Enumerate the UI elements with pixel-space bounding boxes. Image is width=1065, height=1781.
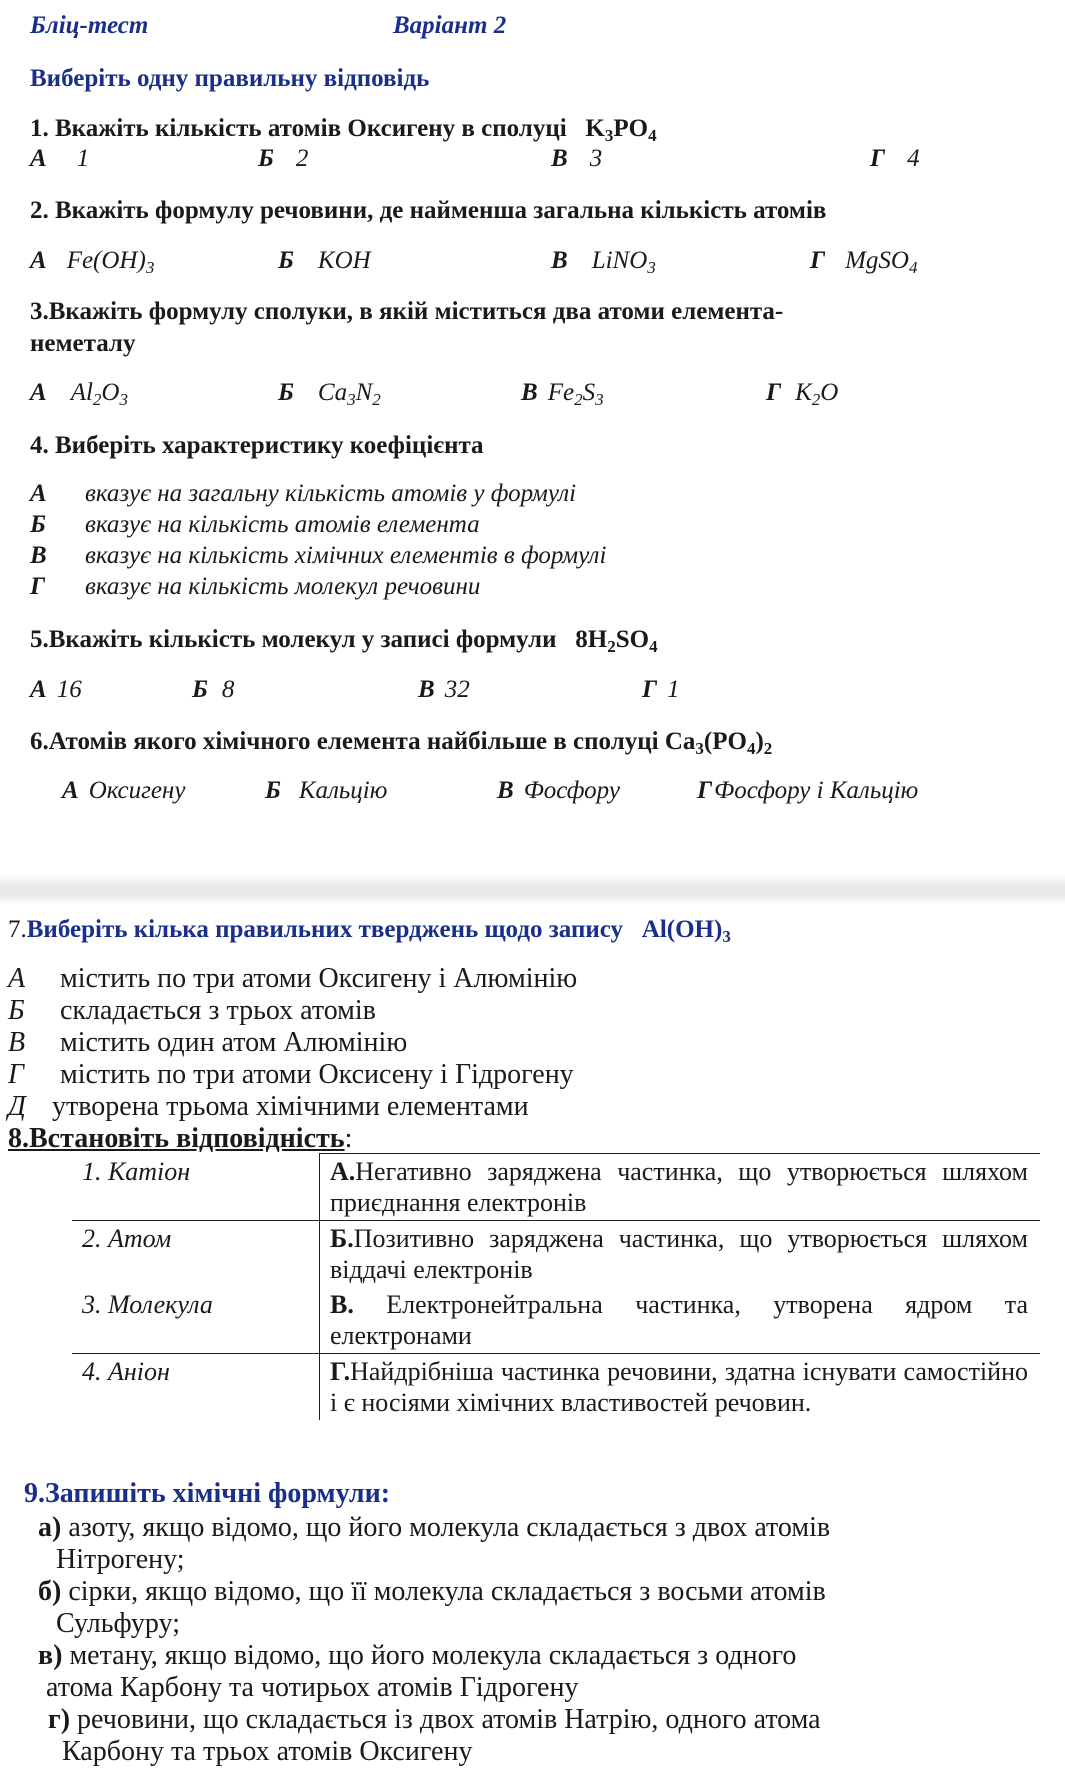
q1-option-b: Б 2 bbox=[258, 145, 309, 172]
q8-title: 8.Встановіть відповідність: bbox=[8, 1123, 353, 1154]
q9-item-a: а) азоту, якщо відомо, що його молекула складається з двох атомів bbox=[38, 1512, 831, 1543]
q1-option-a: А 1 bbox=[30, 145, 90, 172]
q3-text-line1: 3.Вкажіть формулу сполуки, в якій міститься два атоми елемента- bbox=[30, 298, 784, 325]
q3-text-line2: неметалу bbox=[30, 330, 136, 357]
q9-item-b-cont: Сульфуру; bbox=[56, 1608, 180, 1639]
q3-option-d: Г $K_2O$ bbox=[766, 379, 839, 409]
q3-option-c: В $Fe_2S_3$ bbox=[521, 379, 604, 409]
match-right-d: Г.Найдрібніша частинка речовини, здатна існувати самостійно і є носіями хімічних властивостей речовин. bbox=[320, 1354, 1041, 1421]
q9-item-a-cont: Нітрогену; bbox=[56, 1544, 185, 1575]
q7-option-a: А містить по три атоми Оксигену і Алюмінію bbox=[8, 963, 578, 994]
q4-option-c: В вказує на кількість хімічних елементів в формулі bbox=[30, 542, 607, 569]
q3-option-a: А $Al_2O_3$ bbox=[30, 379, 128, 409]
q2-option-d: Г MgSO$_4$ bbox=[810, 247, 918, 277]
match-left-3: 3. Молекула bbox=[82, 1290, 213, 1319]
q6-option-a: А Оксигену bbox=[62, 777, 186, 804]
q5-option-b: Б 8 bbox=[192, 676, 235, 703]
q6-text: 6.Атомів якого хімічного елемента найбільше в сполуці $Ca_3(PO_4)_2$ bbox=[30, 728, 773, 758]
q1-formula: $K_3PO_4$ bbox=[585, 115, 657, 145]
q4-option-a: А вказує на загальну кількість атомів у формулі bbox=[30, 480, 577, 507]
q6-option-d: ГФосфору і Кальцію bbox=[697, 777, 919, 804]
header-right: Варіант 2 bbox=[393, 12, 507, 39]
q2-option-c: В LiNO$_3$ bbox=[551, 247, 656, 277]
q3-option-b: Б $Ca_3N_2$ bbox=[278, 379, 381, 409]
q4-option-b: Б вказує на кількість атомів елемента bbox=[30, 511, 480, 538]
q1-option-c: В 3 bbox=[551, 145, 603, 172]
q7-text: 7.Виберіть кілька правильних тверджень щодо запису $Al(OH)_3$ bbox=[8, 916, 731, 946]
q9-title: 9.Запишіть хімічні формули: bbox=[24, 1478, 391, 1509]
q5-option-c: В 32 bbox=[418, 676, 470, 703]
q1-option-d: Г 4 bbox=[870, 145, 920, 172]
match-right-c: В. Електронейтральна частинка, утворена ядром та електронами bbox=[320, 1287, 1041, 1354]
q7-option-d: Г містить по три атоми Оксисену і Гідрогену bbox=[8, 1059, 574, 1090]
matching-table bbox=[72, 1153, 1040, 1420]
q5-text: 5.Вкажіть кількість молекул у записі формули $8H_2SO_4$ bbox=[30, 626, 658, 656]
q5-formula: $8H_2SO_4$ bbox=[575, 626, 658, 656]
page-separator bbox=[0, 875, 1065, 905]
q9-item-d-cont: Карбону та трьох атомів Оксигену bbox=[62, 1736, 473, 1767]
q2-option-b: Б KOH bbox=[278, 247, 371, 274]
q9-item-d: г) речовини, що складається із двох атомів Натрію, одного атома bbox=[48, 1704, 821, 1735]
match-left-2: 2. Атом bbox=[72, 1221, 320, 1288]
q6-option-b: Б Кальцію bbox=[265, 777, 388, 804]
q7-option-b: Б складається з трьох атомів bbox=[8, 995, 376, 1026]
q5-option-a: А 16 bbox=[30, 676, 82, 703]
q4-option-d: Г вказує на кількість молекул речовини bbox=[30, 573, 481, 600]
q9-item-c: в) метану, якщо відомо, що його молекула складається з одного bbox=[38, 1640, 797, 1671]
match-right-b: Б.Позитивно заряджена частинка, що утворюється шляхом віддачі електронів bbox=[320, 1221, 1041, 1288]
match-right-a: А.Негативно заряджена частинка, що утворюється шляхом приєднання електронів bbox=[320, 1154, 1041, 1221]
q2-text: 2. Вкажіть формулу речовини, де найменша загальна кількість атомів bbox=[30, 197, 827, 224]
match-left-1: 1. Катіон bbox=[82, 1156, 191, 1186]
q7-formula: $Al(OH)_3$ bbox=[641, 916, 731, 946]
instruction: Виберіть одну правильну відповідь bbox=[30, 65, 430, 92]
q1-text: 1. Вкажіть кількість атомів Оксигену в сполуці $K_3PO_4$ bbox=[30, 115, 657, 145]
q7-option-e: Д утворена трьома хімічними елементами bbox=[8, 1091, 529, 1122]
q2-option-a: А $Fe(OH)_3$ bbox=[30, 247, 155, 277]
q9-item-b: б) сірки, якщо відомо, що її молекула складається з восьми атомів bbox=[38, 1576, 826, 1607]
q9-item-c-cont: атома Карбону та чотирьох атомів Гідрогену bbox=[46, 1672, 579, 1703]
q6-option-c: В Фосфору bbox=[497, 777, 620, 804]
q7-option-c: В містить один атом Алюмінію bbox=[8, 1027, 408, 1058]
q5-option-d: Г 1 bbox=[642, 676, 680, 703]
header-left: Бліц-тест bbox=[30, 12, 149, 39]
q4-text: 4. Виберіть характеристику коефіцієнта bbox=[30, 432, 484, 459]
match-left-4: 4. Аніон bbox=[72, 1354, 320, 1421]
